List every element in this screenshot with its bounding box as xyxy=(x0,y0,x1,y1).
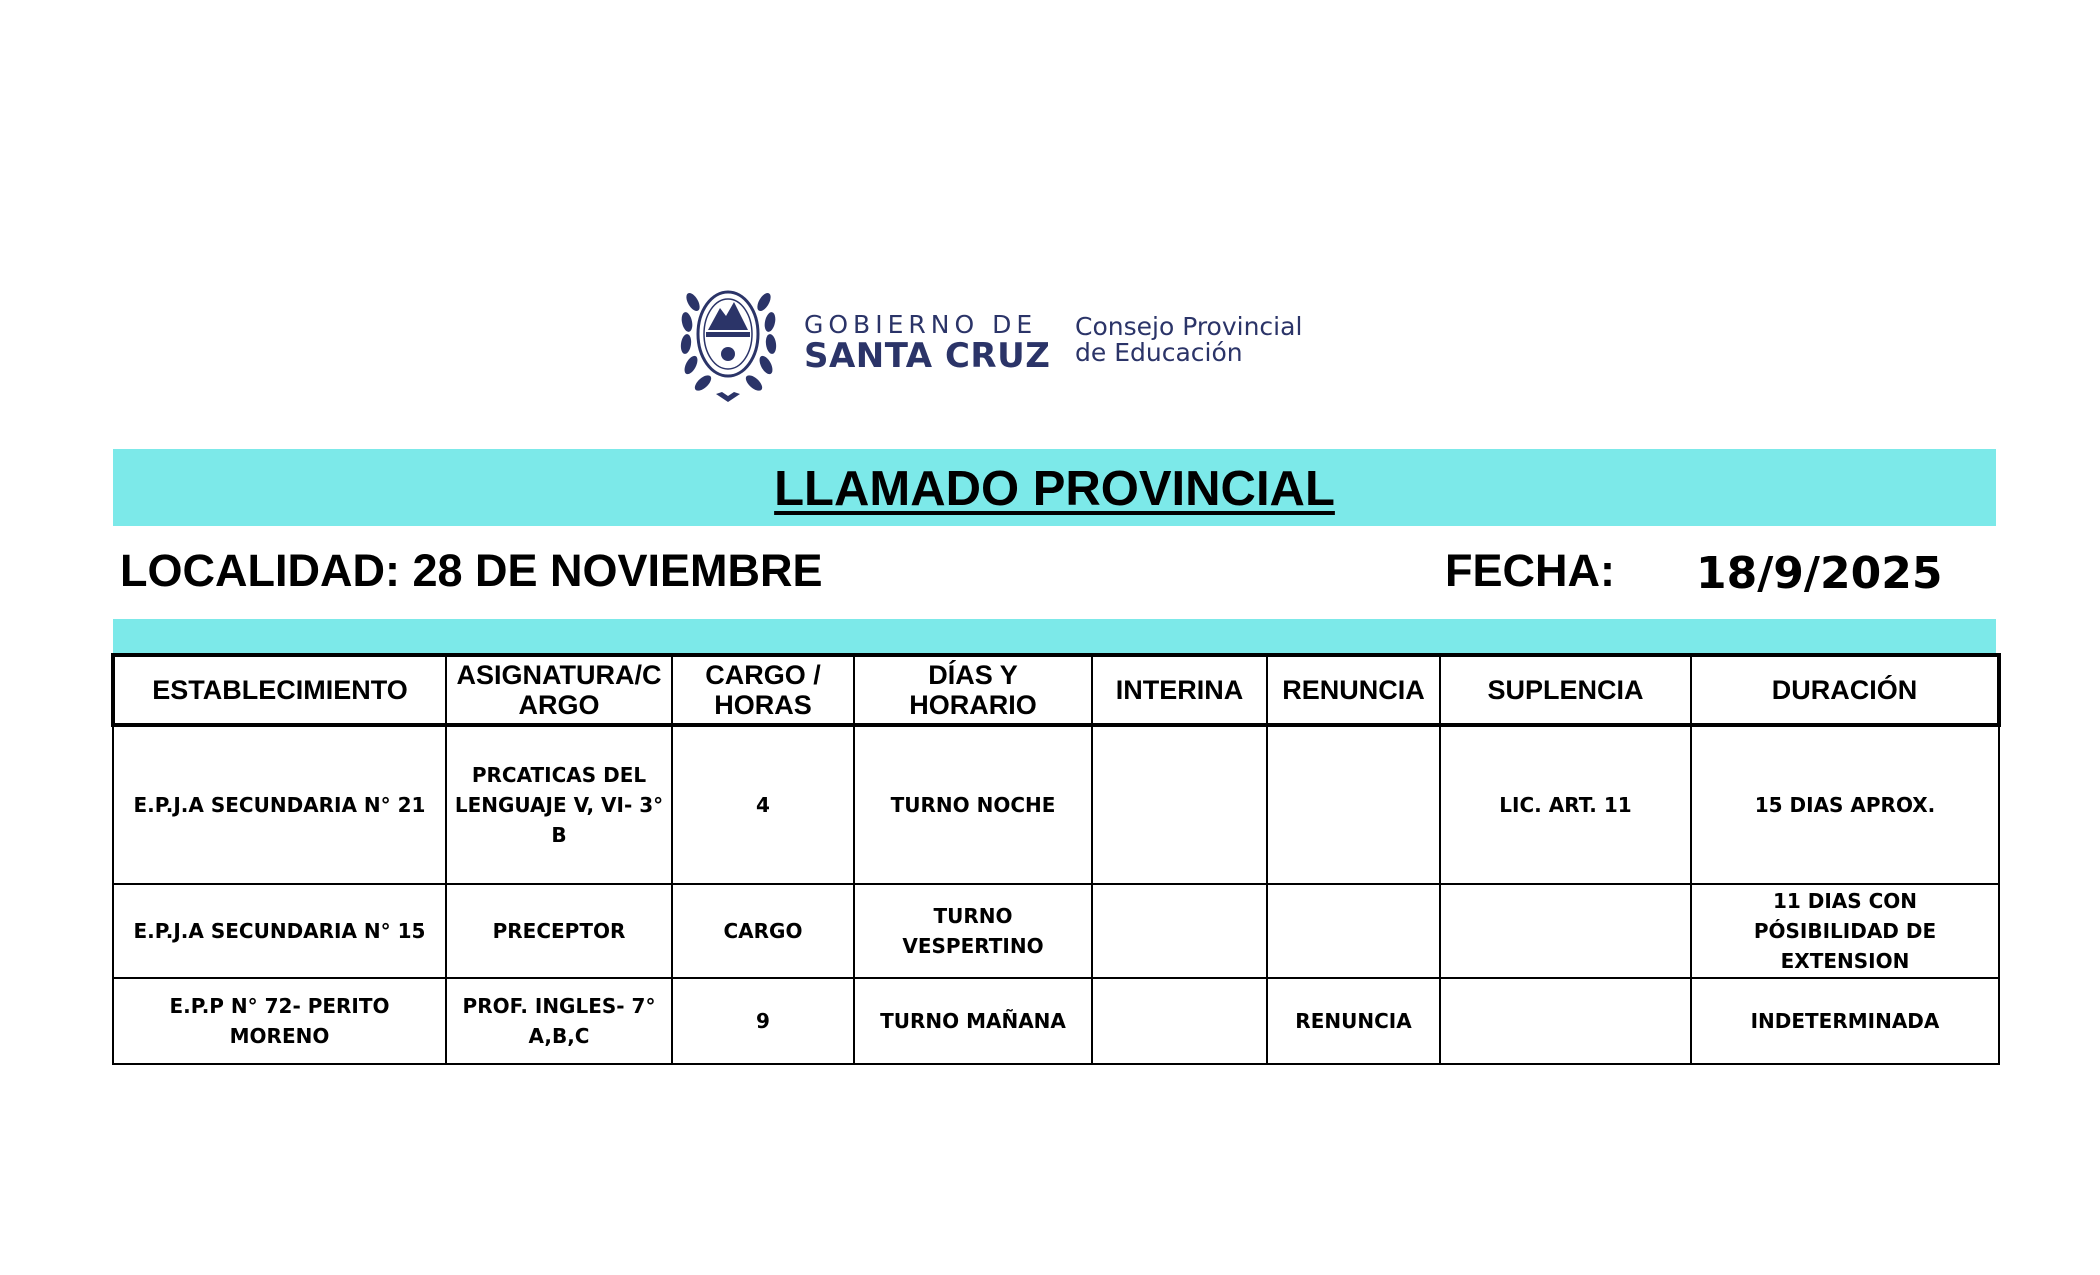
provincial-seal-icon xyxy=(676,272,781,407)
table-cell: 11 DIAS CON PÓSIBILIDAD DE EXTENSION xyxy=(1691,884,1999,978)
table-header-row xyxy=(113,655,1999,725)
table-cell: TURNO NOCHE xyxy=(854,725,1092,884)
table-cell: INDETERMINADA xyxy=(1691,978,1999,1064)
table-cell: E.P.J.A SECUNDARIA N° 21 xyxy=(113,725,446,884)
title-band xyxy=(113,449,1996,526)
government-name-line1: GOBIERNO DE xyxy=(804,310,1038,339)
table-cell: PRECEPTOR xyxy=(446,884,672,978)
column-header: CARGO / HORAS xyxy=(672,655,854,725)
column-header: DURACIÓN xyxy=(1691,655,1999,725)
council-name xyxy=(1075,314,1302,366)
council-name-line2: de Educación xyxy=(1075,338,1243,367)
table-cell: PROF. INGLES- 7° A,B,C xyxy=(446,978,672,1064)
vacancies-table xyxy=(111,653,2001,1065)
page-title: LLAMADO PROVINCIAL xyxy=(774,462,1335,516)
locality-label: LOCALIDAD: 28 DE NOVIEMBRE xyxy=(120,545,823,596)
table-cell xyxy=(1092,978,1267,1064)
table-cell: TURNO MAÑANA xyxy=(854,978,1092,1064)
table-cell: PRCATICAS DEL LENGUAJE V, VI- 3° B xyxy=(446,725,672,884)
column-header: SUPLENCIA xyxy=(1440,655,1691,725)
table-cell: TURNO VESPERTINO xyxy=(854,884,1092,978)
column-header: DÍAS Y HORARIO xyxy=(854,655,1092,725)
table-row xyxy=(113,884,1999,978)
table-cell xyxy=(1092,884,1267,978)
column-header: ASIGNATURA/C ARGO xyxy=(446,655,672,725)
table-cell: RENUNCIA xyxy=(1267,978,1440,1064)
column-header: ESTABLECIMIENTO xyxy=(113,655,446,725)
table-row xyxy=(113,978,1999,1064)
table-cell: 15 DIAS APROX. xyxy=(1691,725,1999,884)
table-cell: 4 xyxy=(672,725,854,884)
table-cell: LIC. ART. 11 xyxy=(1440,725,1691,884)
header-logos xyxy=(676,272,1316,407)
council-name-line1: Consejo Provincial xyxy=(1075,312,1303,341)
date-value: 18/9/2025 xyxy=(1696,548,1943,599)
table-cell xyxy=(1440,884,1691,978)
separator-band xyxy=(113,619,1996,653)
table-cell: CARGO xyxy=(672,884,854,978)
column-header: INTERINA xyxy=(1092,655,1267,725)
table-cell xyxy=(1267,884,1440,978)
table-row xyxy=(113,725,1999,884)
table-cell xyxy=(1092,725,1267,884)
table-cell: 9 xyxy=(672,978,854,1064)
table-cell: E.P.J.A SECUNDARIA N° 15 xyxy=(113,884,446,978)
government-name-line2: SANTA CRUZ xyxy=(804,336,1051,376)
column-header: RENUNCIA xyxy=(1267,655,1440,725)
table-cell xyxy=(1440,978,1691,1064)
table-cell xyxy=(1267,725,1440,884)
date-label: FECHA: xyxy=(1445,545,1615,596)
table-cell: E.P.P N° 72- PERITO MORENO xyxy=(113,978,446,1064)
